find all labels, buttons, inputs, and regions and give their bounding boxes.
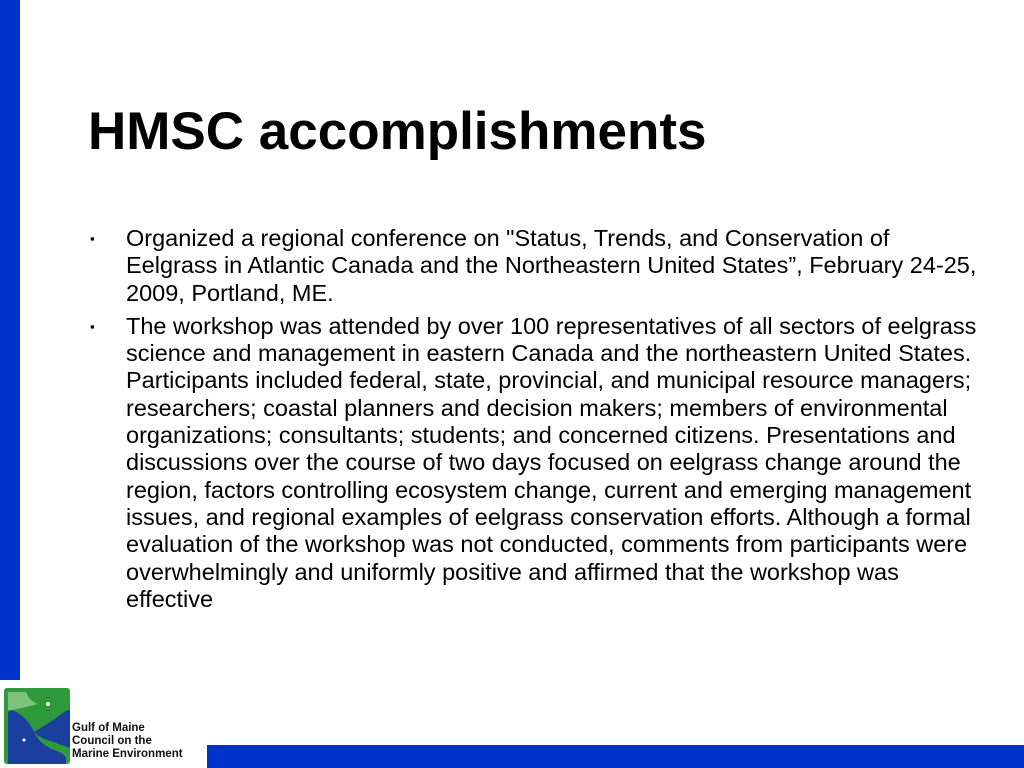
bullet-item <box>90 312 986 613</box>
gulf-of-maine-council-logo <box>4 688 204 764</box>
logo-line: Council on the <box>72 735 152 747</box>
bullet-text: The workshop was attended by over 100 representatives of all sectors of eelgrass science and management in eastern Canada and the northeastern United States. Participants included federal, state, provincial, and municipal resource managers; researchers; coastal planners and decision makers; members of environmental organizations; consultants; students; and concerned citizens. Presentations and discussions over the course of two days focused on eelgrass change around the region, factors controlling ecosystem change, current and emerging management issues, and regional examples of eelgrass conservation efforts. Although a formal evaluation of the workshop was not conducted, comments from participants were overwhelmingly and uniformly positive and affirmed that the workshop was effective <box>126 312 977 612</box>
logo-text <box>72 722 183 761</box>
left-accent-bar <box>0 0 20 680</box>
logo-line: Marine Environment <box>72 748 183 760</box>
bullet-square-icon: ▪ <box>90 318 95 334</box>
logo-line: Gulf of Maine <box>72 722 145 734</box>
slide-title: HMSC accomplishments <box>88 102 707 161</box>
bullet-square-icon: ▪ <box>90 231 95 246</box>
bullet-text: Organized a regional conference on "Status, Trends, and Conservation of Eelgrass in Atlantic Canada and the Northeastern United States”, February 24-25, 2009, Portland, ME. <box>126 225 977 306</box>
bullet-item <box>90 225 986 307</box>
bottom-accent-bar <box>207 745 1024 768</box>
gulf-of-maine-map-icon <box>4 688 70 764</box>
bullet-list <box>90 225 986 619</box>
